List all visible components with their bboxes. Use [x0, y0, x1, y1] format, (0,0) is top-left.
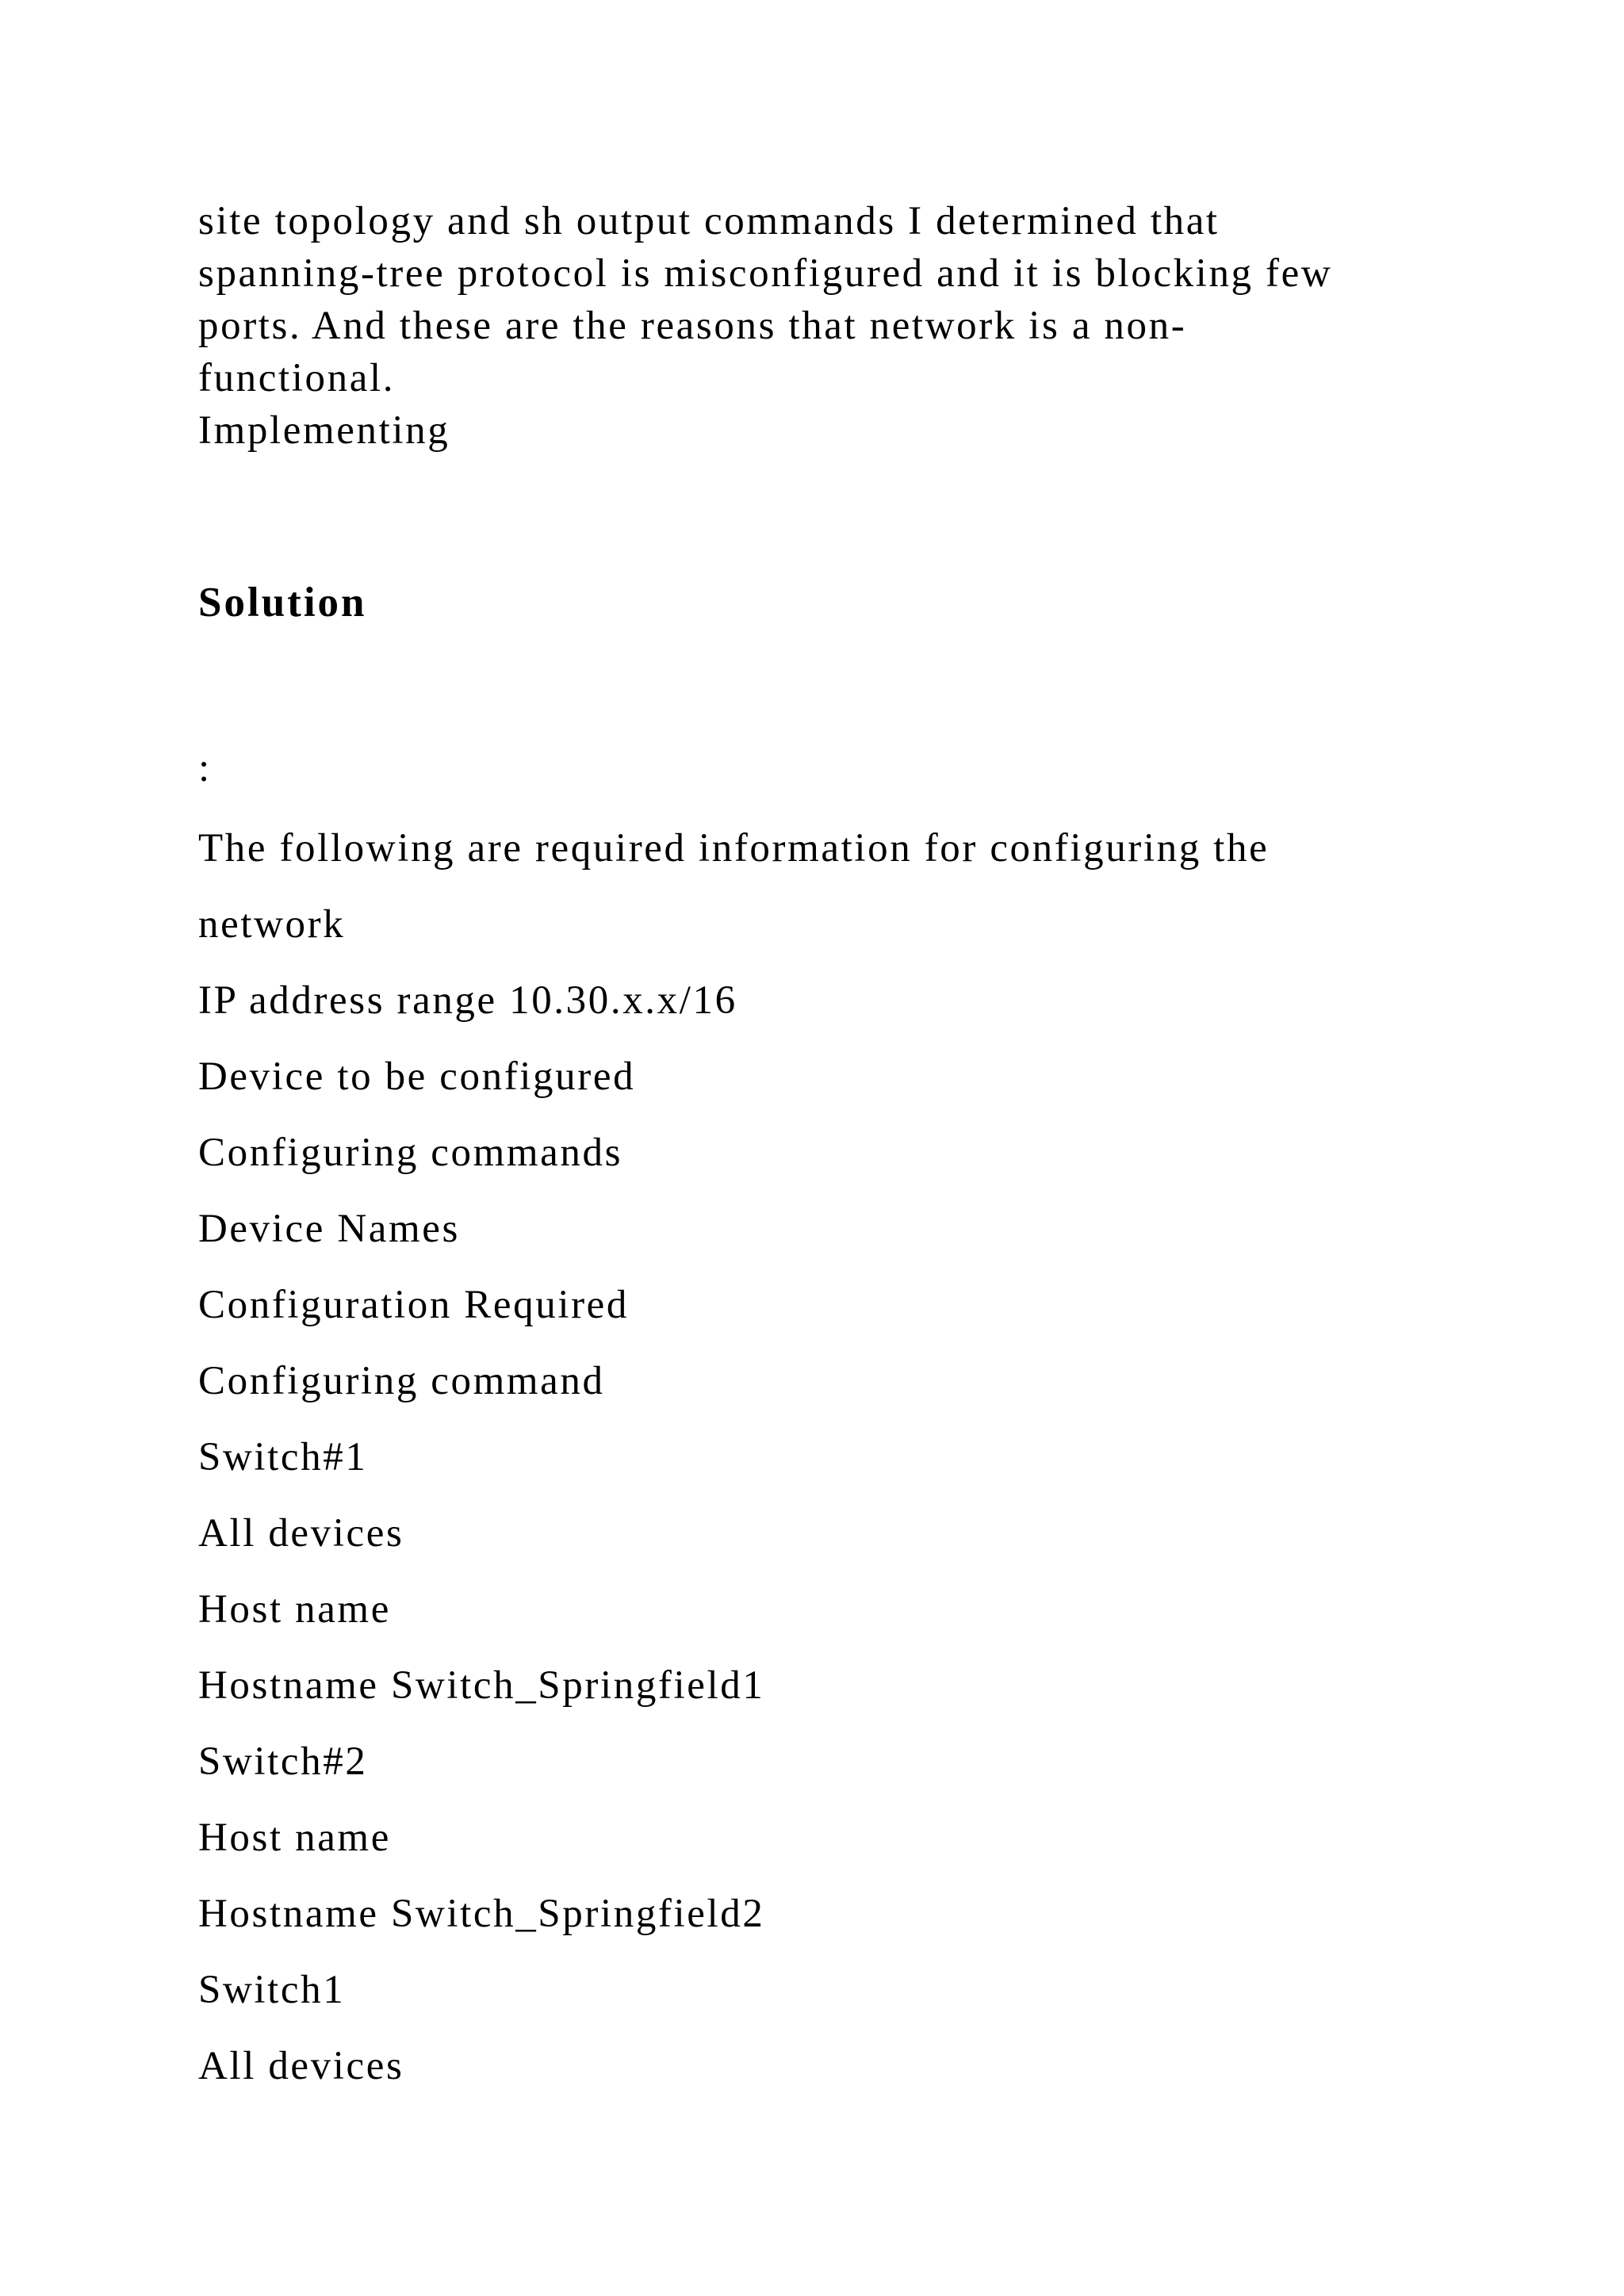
intro-line: functional.: [198, 356, 396, 400]
text-line: Switch#1: [198, 1435, 368, 1479]
text-line: Host name: [198, 1816, 391, 1860]
text-line: Configuration Required: [198, 1283, 630, 1327]
text-line: IP address range 10.30.x.x/16: [198, 978, 737, 1023]
text-line: Configuring commands: [198, 1131, 623, 1175]
solution-lines: [198, 822, 1269, 2116]
text-line: Configuring command: [198, 1359, 605, 1403]
intro-line: site topology and sh output commands I determined that: [198, 199, 1220, 243]
text-line: network: [198, 902, 346, 947]
text-line: Device Names: [198, 1207, 460, 1251]
text-line: All devices: [198, 1511, 404, 1556]
text-line: The following are required information for configuring the: [198, 826, 1270, 871]
colon-line: :: [198, 746, 210, 790]
intro-line: spanning-tree protocol is misconfigured and it is blocking few: [198, 251, 1333, 296]
text-line: Hostname Switch_Springfield2: [198, 1892, 765, 1936]
intro-paragraph: [198, 195, 1546, 457]
text-line: Host name: [198, 1587, 391, 1632]
solution-heading: Solution: [198, 580, 367, 626]
text-line: All devices: [198, 2044, 404, 2088]
text-line: Hostname Switch_Springfield1: [198, 1663, 765, 1708]
intro-line: ports. And these are the reasons that network is a non-: [198, 304, 1187, 348]
text-line: Switch1: [198, 1968, 346, 2012]
text-line: Device to be configured: [198, 1054, 636, 1099]
intro-line: Implementing: [198, 408, 450, 453]
text-line: Switch#2: [198, 1739, 368, 1784]
